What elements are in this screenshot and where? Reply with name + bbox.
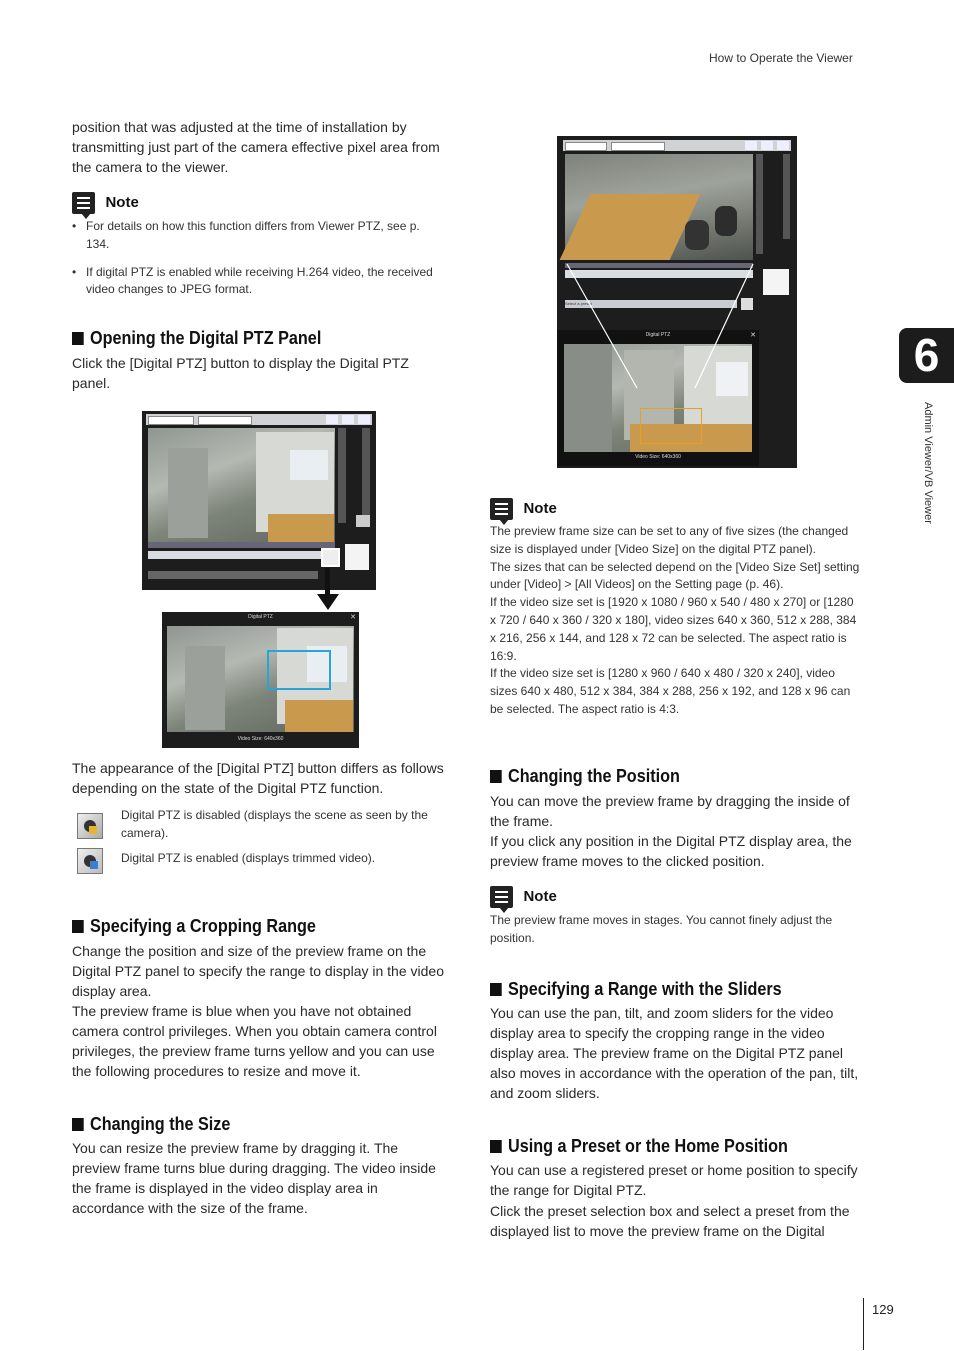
digital-ptz-panel-2: Digital PTZ ✕ Video Size: 640x360 — [557, 330, 759, 466]
section-heading-opening: Opening the Digital PTZ Panel — [72, 328, 321, 349]
video-size-select[interactable] — [148, 416, 194, 425]
arrow-down-icon — [317, 594, 339, 610]
ptz-display-area[interactable] — [167, 626, 354, 732]
video-display — [148, 428, 335, 544]
note-icon — [490, 498, 513, 520]
pan-slider[interactable] — [148, 542, 335, 548]
zoom-slider[interactable] — [362, 428, 370, 523]
camera-select[interactable] — [198, 416, 252, 425]
note-body-2: The preview frame size can be set to any of five sizes (the changed size is displayed under [Video Size] on the digital PTZ panel). The sizes that can be selected depend on the [Video Size Set] setting under [Video] > [All Videos] on the Setting page (p. 46). If the video size set is [1920 x 1080 / 960 x 540 / 480 x 270] or [1280 x 720 / 640 x 360 / 320 x 180], video sizes 640 x 360, 512 x 288, 384 x 216, 256 x 144, and 128 x 72 can be selected. The aspect ratio is 16:9. If the video size set is [1280 x 960 / 640 x 480 / 320 x 240], video sizes 640 x 480, 512 x 384, 384 x 288, 256 x 192, and 128 x 96 can be selected. The aspect ratio is 4:3. — [490, 524, 860, 716]
chapter-side-label: Admin Viewer/VB Viewer — [922, 402, 934, 524]
note-heading-2: Note — [490, 498, 557, 520]
position-paragraph-1: You can move the preview frame by dragging the inside of the frame. — [490, 793, 850, 829]
intro-paragraph: position that was adjusted at the time of installation by transmitting just part of the camera effective pixel area from the camera to the viewer. — [72, 119, 440, 175]
section-heading-position: Changing the Position — [490, 766, 680, 787]
cropping-paragraph-1: Change the position and size of the preview frame on the Digital PTZ panel to specify the range to display in the video display area. — [72, 943, 444, 999]
preset-select[interactable]: Select a preset — [565, 300, 737, 308]
note-body-3: The preview frame moves in stages. You cannot finely adjust the position. — [490, 913, 833, 945]
chapter-tab: 6 — [899, 328, 954, 383]
zoom-connector-lines — [557, 136, 797, 468]
opening-paragraph: Click the [Digital PTZ] button to display the Digital PTZ panel. — [72, 355, 409, 391]
page-number: 129 — [872, 1302, 894, 1317]
cropping-paragraph-2: The preview frame is blue when you have not obtained camera control privileges. When you obtain camera control privileges, the preview frame turns yellow and you can use the following procedures to resize and move it. — [72, 1003, 437, 1079]
viewer-screenshot — [142, 411, 376, 590]
section-heading-sliders: Specifying a Range with the Sliders — [490, 979, 782, 1000]
appearance-paragraph: The appearance of the [Digital PTZ] button differs as follows depending on the state of the Digital PTZ function. — [72, 760, 444, 796]
zoom-icon[interactable] — [356, 515, 370, 527]
viewer-screenshot-2 — [557, 136, 797, 468]
preset-paragraph-1: You can use a registered preset or home position to specify the range for Digital PTZ. — [490, 1162, 858, 1198]
tilt-slider[interactable] — [338, 428, 346, 523]
sliders-paragraph: You can use the pan, tilt, and zoom sliders for the video display area to specify the cropping range in the video display area. The preview frame on the Digital PTZ panel also moves in accordance with the operation of the pan, tilt, and zoom sliders. — [490, 1005, 859, 1101]
control-icon[interactable] — [342, 415, 354, 424]
note-icon — [490, 886, 513, 908]
note-heading-1: Note — [72, 192, 139, 214]
digital-ptz-button[interactable] — [323, 550, 338, 565]
preset-select[interactable] — [148, 571, 318, 579]
note-heading-3: Note — [490, 886, 557, 908]
position-paragraph-2: If you click any position in the Digital PTZ display area, the preview frame moves to the clicked position. — [490, 833, 852, 869]
snapshot-icon[interactable] — [358, 415, 370, 424]
close-icon[interactable]: ✕ — [750, 332, 756, 339]
footer-rule — [863, 1298, 864, 1350]
list-item: • For details on how this function differs from Viewer PTZ, see p. 134. — [72, 218, 437, 254]
arrow-shaft — [325, 568, 330, 596]
preview-frame[interactable] — [267, 650, 331, 690]
digital-ptz-panel: Digital PTZ ✕ Video Size: 640x360 — [162, 612, 359, 748]
section-heading-preset: Using a Preset or the Home Position — [490, 1136, 788, 1157]
fullscreen-icon[interactable] — [326, 415, 338, 424]
note-list-1 — [72, 218, 437, 309]
button-state-disabled-text: Digital PTZ is disabled (displays the scene as seen by the camera). — [121, 808, 428, 840]
button-state-enabled-text: Digital PTZ is enabled (displays trimmed video). — [121, 851, 376, 865]
section-heading-size: Changing the Size — [72, 1114, 230, 1135]
section-heading-cropping: Specifying a Cropping Range — [72, 916, 316, 937]
ptz-pad-icon[interactable] — [345, 544, 369, 570]
running-header: How to Operate the Viewer — [709, 51, 853, 65]
digital-ptz-enabled-icon — [77, 848, 103, 874]
note-icon — [72, 192, 95, 214]
status-bar — [148, 551, 335, 559]
list-item: • If digital PTZ is enabled while receiving H.264 video, the received video changes to JPEG format. — [72, 264, 437, 300]
size-paragraph: You can resize the preview frame by dragging it. The preview frame turns blue during dragging. The video inside the frame is displayed in the video display area in accordance with the size of the frame. — [72, 1140, 436, 1216]
viewer-toolbar — [146, 414, 372, 425]
digital-ptz-disabled-icon — [77, 813, 103, 839]
close-icon[interactable]: ✕ — [350, 614, 356, 621]
preset-paragraph-2: Click the preset selection box and select a preset from the displayed list to move the preview frame on the Digital — [490, 1203, 850, 1239]
